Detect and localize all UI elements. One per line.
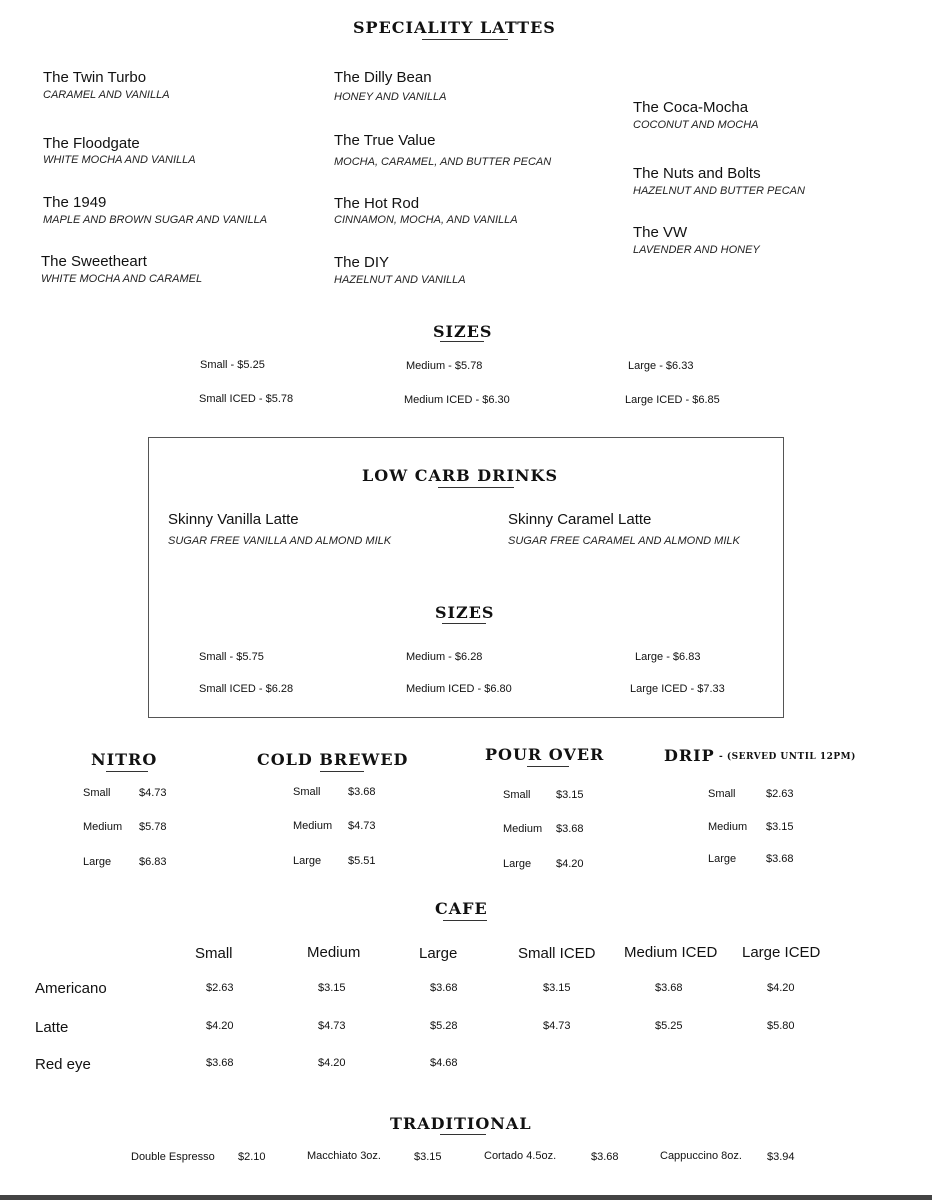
cafe-row-label: Americano	[35, 980, 107, 997]
drink-name: The Twin Turbo	[43, 69, 147, 86]
cafe-price: $5.80	[767, 1020, 795, 1032]
price: $4.20	[556, 858, 584, 870]
column-header-large-iced: Large ICED	[742, 944, 821, 961]
price: $5.78	[139, 821, 167, 833]
cafe-price: $4.20	[767, 982, 795, 994]
size-price: Small ICED - $5.78	[199, 393, 294, 405]
price: $3.68	[766, 853, 794, 865]
drip-serving-note: - (SERVED UNTIL 12PM)	[719, 752, 856, 762]
drink-description: CINNAMON, MOCHA, AND VANILLA	[334, 214, 518, 226]
price: $3.68	[556, 823, 584, 835]
price: $4.73	[348, 820, 376, 832]
sizes-heading: SIZES	[433, 322, 493, 341]
heading-underline	[440, 1134, 486, 1135]
drink-description: COCONUT AND MOCHA	[633, 119, 759, 131]
drink-name: Skinny Vanilla Latte	[168, 511, 299, 528]
drink-description: CARAMEL AND VANILLA	[43, 89, 170, 101]
traditional-price: $2.10	[238, 1151, 266, 1163]
speciality-lattes-heading: SPECIALITY LATTES	[353, 18, 556, 37]
cafe-price: $3.68	[206, 1057, 234, 1069]
traditional-price: $3.94	[767, 1151, 795, 1163]
size-price: Large - $6.33	[628, 360, 694, 372]
traditional-price: $3.15	[414, 1151, 442, 1163]
cafe-price: $4.20	[206, 1020, 234, 1032]
drip-heading: DRIP	[664, 746, 715, 765]
low-carb-heading: LOW CARB DRINKS	[362, 466, 559, 485]
size-price: Medium - $5.78	[406, 360, 483, 372]
size-price: Small ICED - $6.28	[199, 683, 294, 695]
cafe-price: $4.73	[543, 1020, 571, 1032]
drink-description: HONEY AND VANILLA	[334, 91, 447, 103]
cafe-price: $4.73	[318, 1020, 346, 1032]
heading-underline	[106, 771, 148, 772]
heading-underline	[320, 771, 364, 772]
drink-name: The Coca-Mocha	[633, 99, 749, 116]
drink-description: MAPLE AND BROWN SUGAR AND VANILLA	[43, 214, 268, 226]
cafe-price: $5.28	[430, 1020, 458, 1032]
drink-description: HAZELNUT AND BUTTER PECAN	[633, 185, 805, 197]
column-header-large: Large	[419, 945, 458, 962]
drink-description: HAZELNUT AND VANILLA	[334, 274, 466, 286]
drink-name: The DIY	[334, 254, 390, 271]
traditional-item: Cappuccino 8oz.	[660, 1150, 742, 1162]
price: $4.73	[139, 787, 167, 799]
size-price: Small - $5.25	[200, 359, 265, 371]
nitro-heading: NITRO	[91, 750, 158, 769]
cold-brewed-heading: COLD BREWED	[257, 750, 409, 769]
cafe-price: $4.20	[318, 1057, 346, 1069]
pour-over-heading: POUR OVER	[485, 745, 605, 764]
size-price: Medium - $6.28	[406, 651, 483, 663]
price: $3.15	[556, 789, 584, 801]
price: $5.51	[348, 855, 376, 867]
size-price: Large ICED - $7.33	[630, 683, 725, 695]
cafe-heading: CAFE	[435, 899, 488, 918]
traditional-heading: TRADITIONAL	[390, 1114, 532, 1133]
size-label: Medium	[293, 820, 333, 832]
drink-description: MOCHA, CARAMEL, AND BUTTER PECAN	[334, 156, 552, 168]
size-price: Small - $5.75	[199, 651, 264, 663]
drink-description: WHITE MOCHA AND CARAMEL	[41, 273, 203, 285]
size-price: Medium ICED - $6.30	[404, 394, 510, 406]
traditional-item: Cortado 4.5oz.	[484, 1150, 557, 1162]
cafe-row-label: Latte	[35, 1019, 69, 1036]
drink-name: The Sweetheart	[41, 253, 147, 270]
drink-name: The True Value	[334, 132, 436, 149]
heading-underline	[438, 487, 514, 488]
price: $6.83	[139, 856, 167, 868]
drink-name: The Nuts and Bolts	[633, 165, 761, 182]
size-price: Large ICED - $6.85	[625, 394, 720, 406]
drink-description: SUGAR FREE CARAMEL AND ALMOND MILK	[508, 535, 740, 547]
column-header-medium-iced: Medium ICED	[624, 944, 718, 961]
heading-underline	[440, 341, 484, 342]
column-header-small-iced: Small ICED	[518, 945, 596, 962]
cafe-price: $2.63	[206, 982, 234, 994]
cafe-price: $4.68	[430, 1057, 458, 1069]
column-header-medium: Medium	[307, 944, 361, 961]
drink-name: The Dilly Bean	[334, 69, 432, 86]
heading-underline	[527, 766, 569, 767]
drink-name: The Hot Rod	[334, 195, 420, 212]
drink-name: Skinny Caramel Latte	[508, 511, 652, 528]
heading-underline	[442, 623, 486, 624]
cafe-price: $3.15	[318, 982, 346, 994]
sizes-heading: SIZES	[435, 603, 495, 622]
heading-underline	[443, 920, 487, 921]
price: $3.15	[766, 821, 794, 833]
page-bottom-border	[0, 1195, 932, 1200]
size-label: Large	[708, 853, 737, 865]
size-price: Medium ICED - $6.80	[406, 683, 512, 695]
size-label: Small	[708, 788, 736, 800]
drink-description: SUGAR FREE VANILLA AND ALMOND MILK	[168, 535, 392, 547]
size-label: Small	[293, 786, 321, 798]
cafe-price: $3.68	[430, 982, 458, 994]
size-label: Large	[83, 856, 112, 868]
drink-description: WHITE MOCHA AND VANILLA	[43, 154, 196, 166]
traditional-item: Macchiato 3oz.	[307, 1150, 381, 1162]
price: $2.63	[766, 788, 794, 800]
size-label: Small	[503, 789, 531, 801]
heading-underline	[422, 39, 508, 40]
size-label: Small	[83, 787, 111, 799]
cafe-row-label: Red eye	[35, 1056, 91, 1073]
traditional-price: $3.68	[591, 1151, 619, 1163]
drink-name: The Floodgate	[43, 135, 140, 152]
price: $3.68	[348, 786, 376, 798]
cafe-price: $3.15	[543, 982, 571, 994]
cafe-price: $5.25	[655, 1020, 683, 1032]
size-label: Large	[293, 855, 322, 867]
size-label: Medium	[708, 821, 748, 833]
size-label: Medium	[503, 823, 543, 835]
column-header-small: Small	[195, 945, 233, 962]
traditional-item: Double Espresso	[131, 1151, 215, 1163]
size-label: Medium	[83, 821, 123, 833]
drink-name: The 1949	[43, 194, 107, 211]
size-price: Large - $6.83	[635, 651, 701, 663]
size-label: Large	[503, 858, 532, 870]
cafe-price: $3.68	[655, 982, 683, 994]
drink-description: LAVENDER AND HONEY	[633, 244, 760, 256]
drink-name: The VW	[633, 224, 688, 241]
